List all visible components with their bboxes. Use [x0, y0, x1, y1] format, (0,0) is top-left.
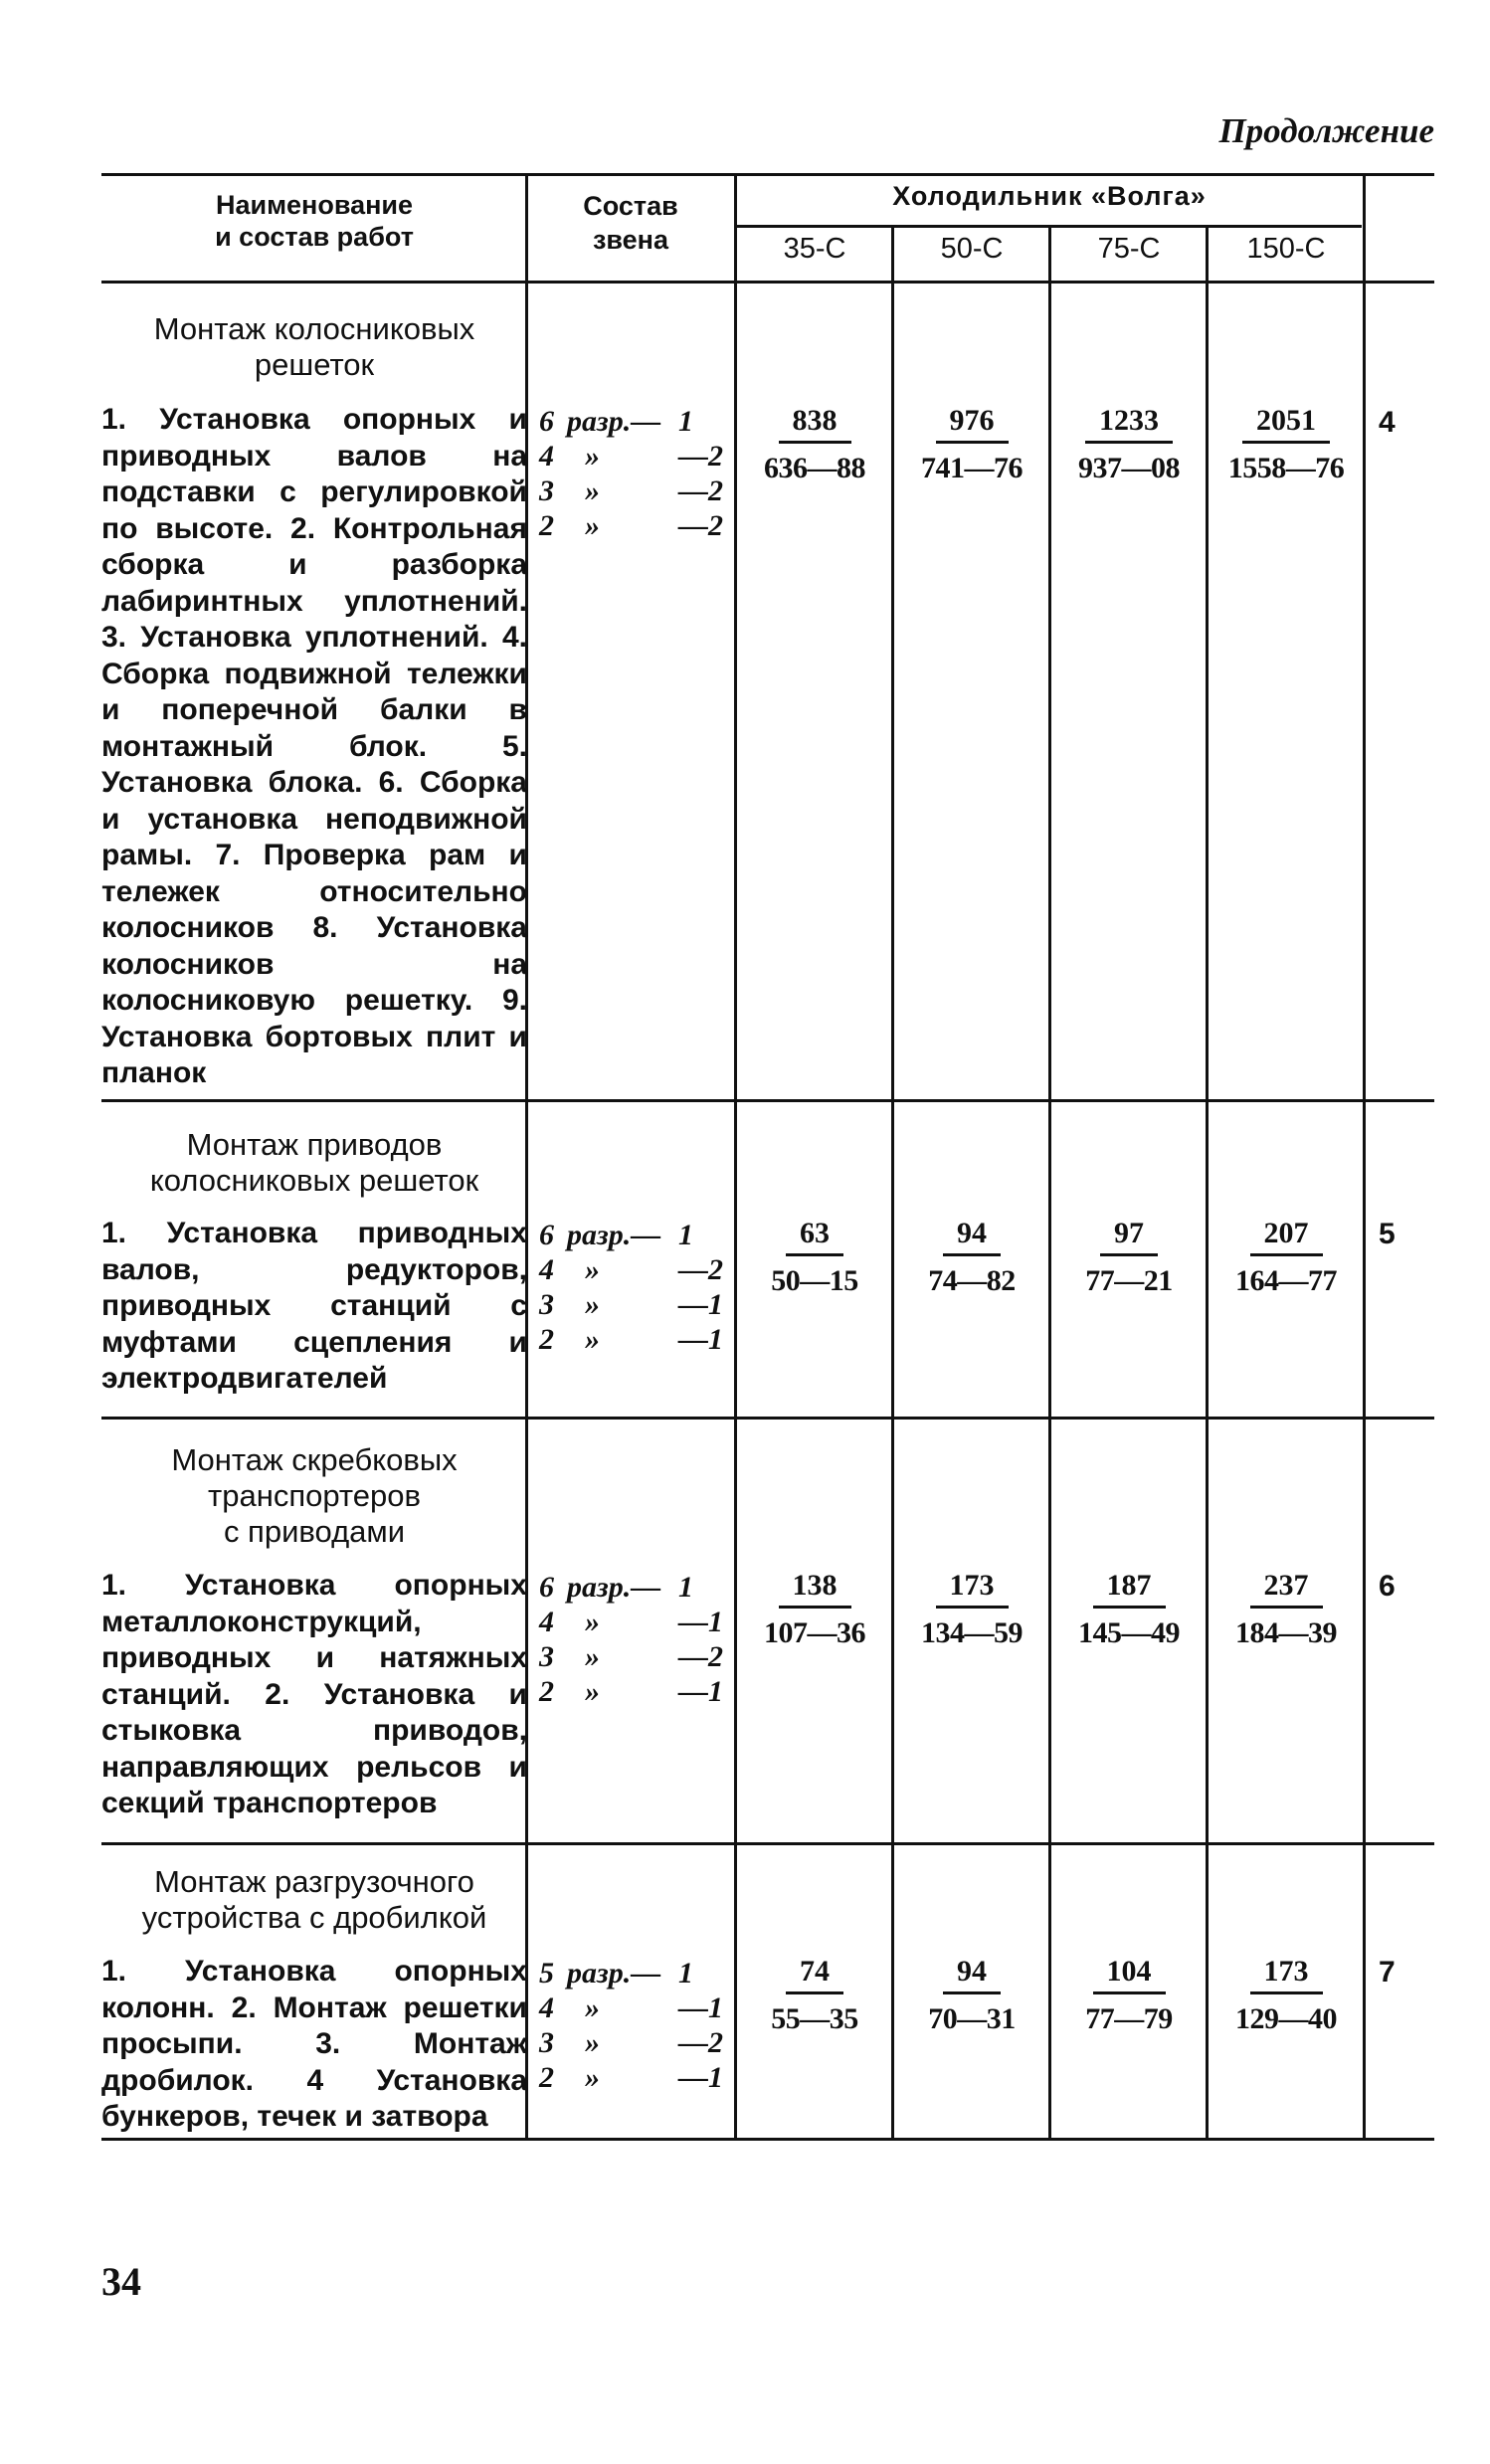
crew-list-grate-drives [539, 1218, 728, 1357]
value-cell-unloading-device-35c: $\frac{74}{55—35}$ [771, 1955, 858, 2035]
crew-row: 4 » —2 [539, 440, 723, 473]
value-cell-grates-75c: $\frac{1233}{937—08}$ [1078, 404, 1180, 484]
value-cell-unloading-device-150c: $\frac{173}{129—40}$ [1235, 1955, 1337, 2035]
value-cell-grates-50c: $\frac{976}{741—76}$ [921, 404, 1023, 484]
header-model-50c: 50-С [940, 233, 1004, 265]
value-cell-grates-35c: $\frac{838}{636—88}$ [764, 404, 865, 484]
value-cell-grate-drives-50c: $\frac{94}{74—82}$ [928, 1217, 1016, 1297]
crew-row: 4 » —1 [539, 1991, 723, 2024]
value-cell-grate-drives-150c: $\frac{207}{164—77}$ [1235, 1217, 1337, 1297]
crew-list-scraper-conveyors [539, 1570, 728, 1709]
crew-row: 2 » —2 [539, 509, 723, 542]
crew-row: 2 » —1 [539, 2061, 723, 2094]
value-cell-unloading-device-50c: $\frac{94}{70—31}$ [928, 1955, 1016, 2035]
row-position-number: 6 [1379, 1570, 1396, 1603]
crew-row: 3 » —2 [539, 474, 723, 507]
crew-list-unloading-device [539, 1956, 728, 2095]
header-model-75c: 75-С [1097, 233, 1161, 265]
section-divider-3 [101, 1842, 1434, 1845]
work-description-scraper-conveyors: 1. Установка опорных металлоконструкций, приводных и натяжных станций. 2. Установка и стыковка приводов, направляющих рельсов и секций транспортеров [101, 1569, 527, 1819]
section-title-grates: Монтаж колосниковых решеток [153, 311, 475, 382]
crew-row: 4 » —2 [539, 1253, 723, 1286]
header-fridge-volga: Холодильник «Волга» [892, 181, 1207, 211]
header-model-35c: 35-С [783, 233, 846, 265]
column-border-35c [891, 225, 894, 2141]
row-position-number: 5 [1379, 1218, 1396, 1250]
continuation-note: Продолжение [1218, 111, 1434, 150]
column-border-50c [1048, 225, 1051, 2141]
work-description-unloading-device: 1. Установка опорных колонн. 2. Монтаж решетки просыпи. 3. Монтаж дробилок. 4 Установка бункеров, течек и затвора [101, 1955, 527, 2133]
value-cell-grates-150c: $\frac{2051}{1558—76}$ [1227, 404, 1345, 484]
section-divider-2 [101, 1417, 1434, 1420]
header-crew: Состав звена [583, 191, 678, 255]
crew-row: 3 » —2 [539, 1640, 723, 1673]
crew-row: 6 разр.— 1 [539, 1219, 693, 1251]
crew-row: 3 » —1 [539, 1288, 723, 1321]
section-divider-1 [101, 1099, 1434, 1102]
crew-row: 6 разр.— 1 [539, 1571, 693, 1604]
crew-row: 4 » —1 [539, 1606, 723, 1638]
table-top-border [101, 173, 1434, 176]
value-cell-grate-drives-35c: $\frac{63}{50—15}$ [771, 1217, 858, 1297]
row-position-number: 7 [1379, 1956, 1396, 1989]
crew-row: 5 разр.— 1 [539, 1957, 693, 1990]
header-work-name: Наименование и состав работ [215, 190, 414, 252]
crew-row: 2 » —1 [539, 1323, 723, 1356]
value-cell-scraper-conveyors-75c: $\frac{187}{145—49}$ [1078, 1569, 1180, 1649]
header-bottom-border [101, 281, 1434, 284]
crew-row: 2 » —1 [539, 1675, 723, 1708]
work-description-grates: 1. Установка опорных и приводных валов на подставки с регулировкой по высоте. 2. Контрольная сборка и разборка лабиринтных уплотнений. 3. Установка уплотнений. 4. Сборка подвижной тележки и поперечной балки в монтажный блок. 5. Установка блока. 6. Сборка и установка неподвижной рамы. 7. Проверка рам и тележек относительно колосников 8. Установка колосников на колосниковую решетку. 9. Установка бортовых плит и планок [101, 403, 527, 1089]
work-description-grate-drives: 1. Установка приводных валов, редукторов, приводных станций с муфтами сцепления и электродвигателей [101, 1217, 527, 1395]
header-model-150c: 150-С [1246, 233, 1326, 265]
crew-row: 3 » —2 [539, 2026, 723, 2059]
section-title-grate-drives: Монтаж приводов колосниковых решеток [149, 1127, 479, 1198]
page-number: 34 [101, 2259, 141, 2304]
value-cell-scraper-conveyors-50c: $\frac{173}{134—59}$ [921, 1569, 1023, 1649]
value-cell-scraper-conveyors-150c: $\frac{237}{184—39}$ [1235, 1569, 1337, 1649]
section-title-unloading-device: Монтаж разгрузочного устройства с дробилкой [141, 1864, 487, 1935]
value-cell-scraper-conveyors-35c: $\frac{138}{107—36}$ [764, 1569, 865, 1649]
value-cell-grate-drives-75c: $\frac{97}{77—21}$ [1085, 1217, 1173, 1297]
column-border-75c [1206, 225, 1209, 2141]
table-bottom-border [101, 2138, 1434, 2141]
section-title-scraper-conveyors: Монтаж скребковых транспортеров с приводами [171, 1442, 458, 1549]
row-position-number: 4 [1379, 406, 1396, 439]
crew-list-grates [539, 404, 728, 543]
value-cell-unloading-device-75c: $\frac{104}{77—79}$ [1085, 1955, 1173, 2035]
crew-row: 6 разр.— 1 [539, 405, 693, 438]
